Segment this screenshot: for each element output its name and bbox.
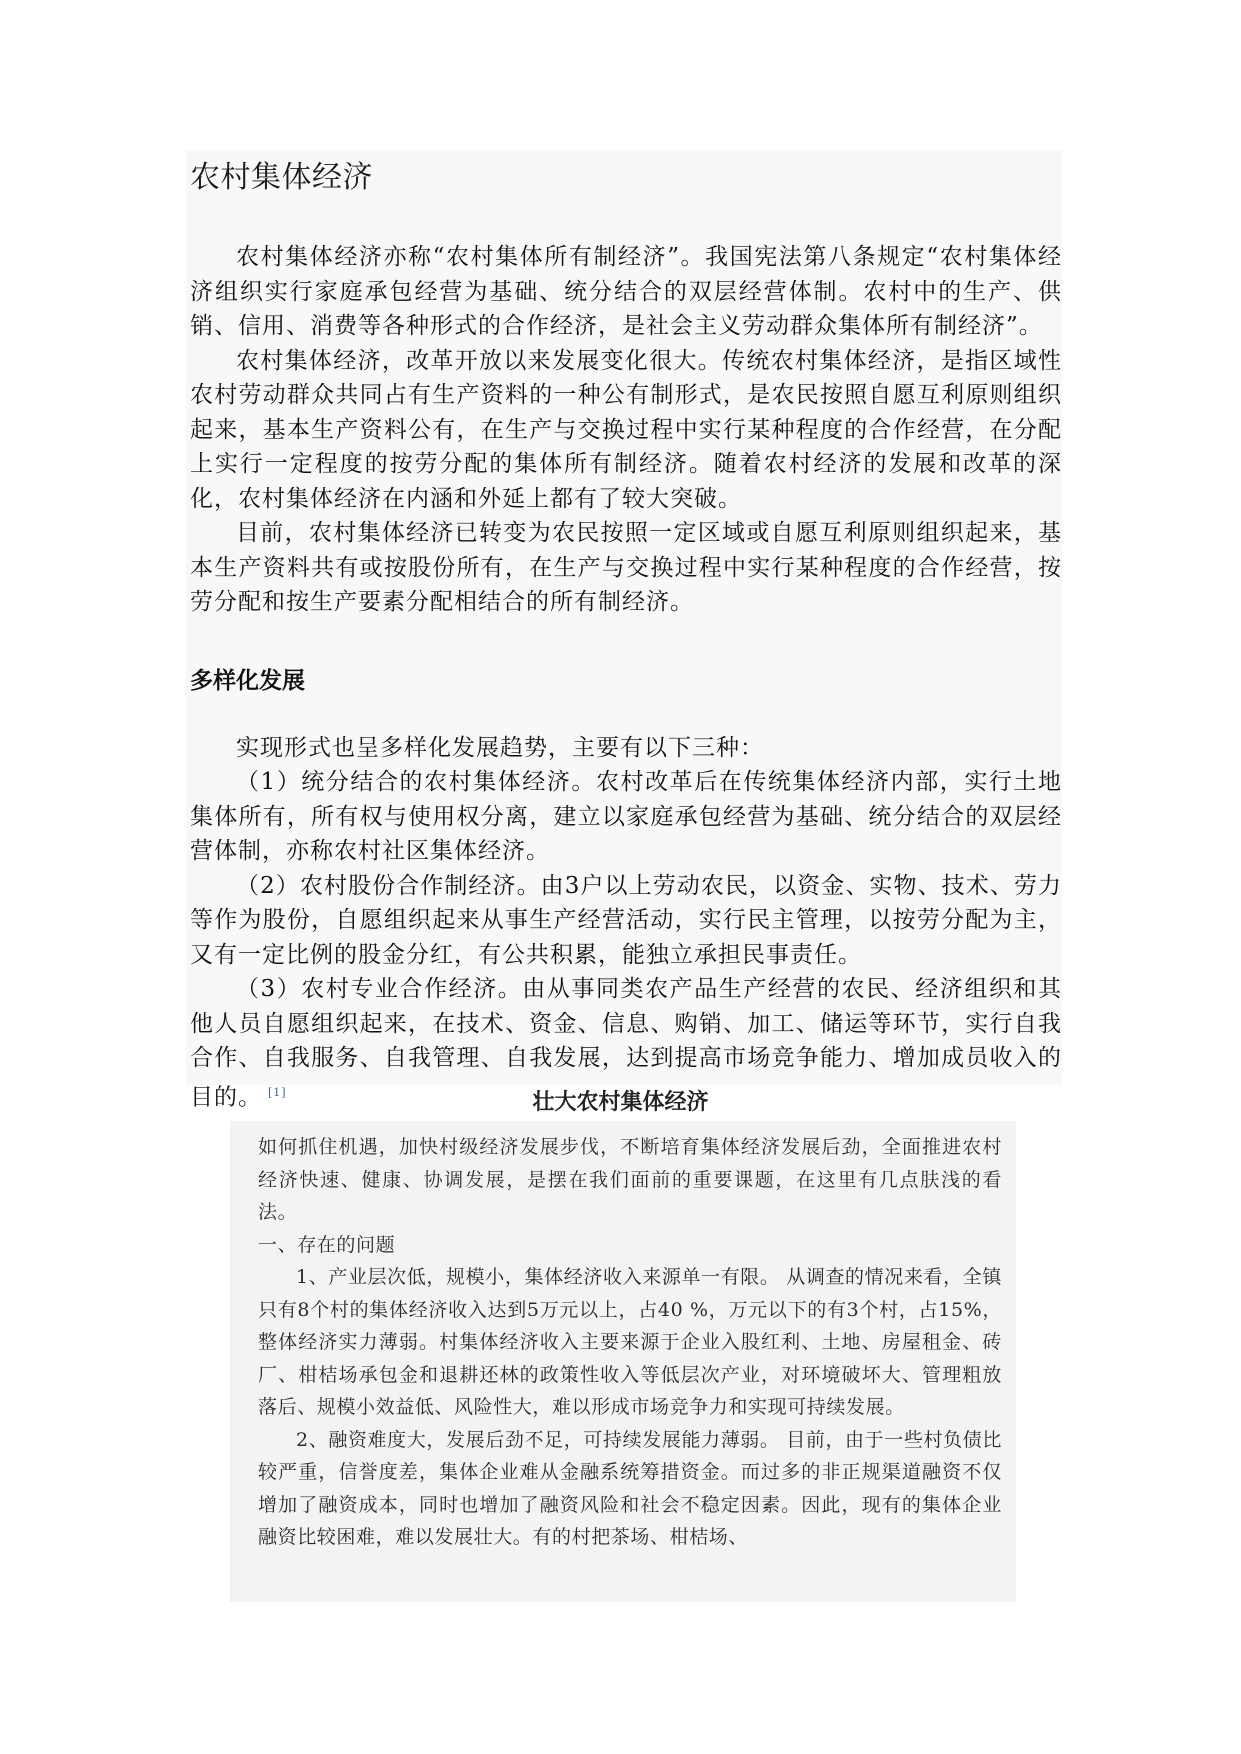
intro-paragraphs [190,240,1062,620]
intro-paragraph: 目前，农村集体经济已转变为农民按照一定区域或自愿互利原则组织起来，基本生产资料共有或按股份所有，在生产与交换过程中实行某种程度的合作经营，按劳分配和按生产要素分配相结合的所有制经济。 [190,520,1062,615]
article-body [230,1121,1016,1602]
citation-link[interactable]: [1] [268,1085,287,1099]
section-paragraphs [190,731,1062,1115]
intro-paragraph: 农村集体经济亦称“农村集体所有制经济”。我国宪法第八条规定“农村集体经济组织实行家庭承包经营为基础、统分结合的双层经营体制。农村中的生产、供销、信用、消费等各种形式的合作经济，是社会主义劳动群众集体所有制经济”。 [190,244,1062,339]
section-paragraph: （2）农村股份合作制经济。由3户以上劳动农民，以资金、实物、技术、劳力等作为股份，自愿组织起来从事生产经营活动，实行民主管理，以按劳分配为主，又有一定比例的股金分红，有公共积累，能独立承担民事责任。 [190,872,1062,968]
article-point: 1、产业层次低，规模小，集体经济收入来源单一有限。 从调查的情况来看，全镇只有8个村的集体经济收入达到5万元以上，占40 %，万元以下的有3个村，占15%，整体经济实力薄弱。村集体经济收入主要来源于企业入股红利、土地、房屋租金、砖厂、柑桔场承包金和退耕还林的政策性收入等低层次产业，对环境破坏大、管理粗放落后、规模小效益低、风险性大，难以形成市场竞争力和实现可持续发展。 [258,1266,1002,1418]
section-paragraph-text: （3）农村专业合作经济。由从事同类农产品生产经营的农民、经济组织和其他人员自愿组织起来，在技术、资金、信息、购销、加工、储运等环节，实行自我合作、自我服务、自我管理、自我发展，达到提高市场竞争能力、增加成员收入的目的。 [190,976,1062,1111]
page-title: 农村集体经济 [190,160,373,195]
intro-paragraph: 农村集体经济，改革开放以来发展变化很大。传统农村集体经济，是指区域性农村劳动群众共同占有生产资料的一种公有制形式，是农民按照自愿互利原则组织起来，基本生产资料公有，在生产与交换过程中实行某种程度的合作经营，在分配上实行一定程度的按劳分配的集体所有制经济。随着农村经济的发展和改革的深化，农村集体经济在内涵和外延上都有了较大突破。 [190,347,1062,512]
article-point: 2、融资难度大，发展后劲不足，可持续发展能力薄弱。 目前，由于一些村负债比较严重，信誉度差，集体企业难从金融系统筹措资金。而过多的非正规渠道融资不仅增加了融资成本，同时也增加了融资风险和社会不稳定因素。因此，现有的集体企业融资比较困难，难以发展壮大。有的村把茶场、柑桔场、 [258,1428,1002,1548]
article-intro: 如何抓住机遇，加快村级经济发展步伐，不断培育集体经济发展后劲，全面推进农村经济快速、健康、协调发展，是摆在我们面前的重要课题，在这里有几点肤浅的看法。 [258,1136,1002,1223]
section-paragraph: 实现形式也呈多样化发展趋势，主要有以下三种： [236,734,764,761]
section-paragraph: （1）统分结合的农村集体经济。农村改革后在传统集体经济内部，实行土地集体所有，所有权与使用权分离，建立以家庭承包经营为基础、统分结合的双层经营体制，亦称农村社区集体经济。 [190,769,1062,864]
article-title: 壮大农村集体经济 [532,1090,709,1115]
section-heading: 多样化发展 [190,667,305,694]
article-subheading: 一、存在的问题 [258,1233,396,1256]
